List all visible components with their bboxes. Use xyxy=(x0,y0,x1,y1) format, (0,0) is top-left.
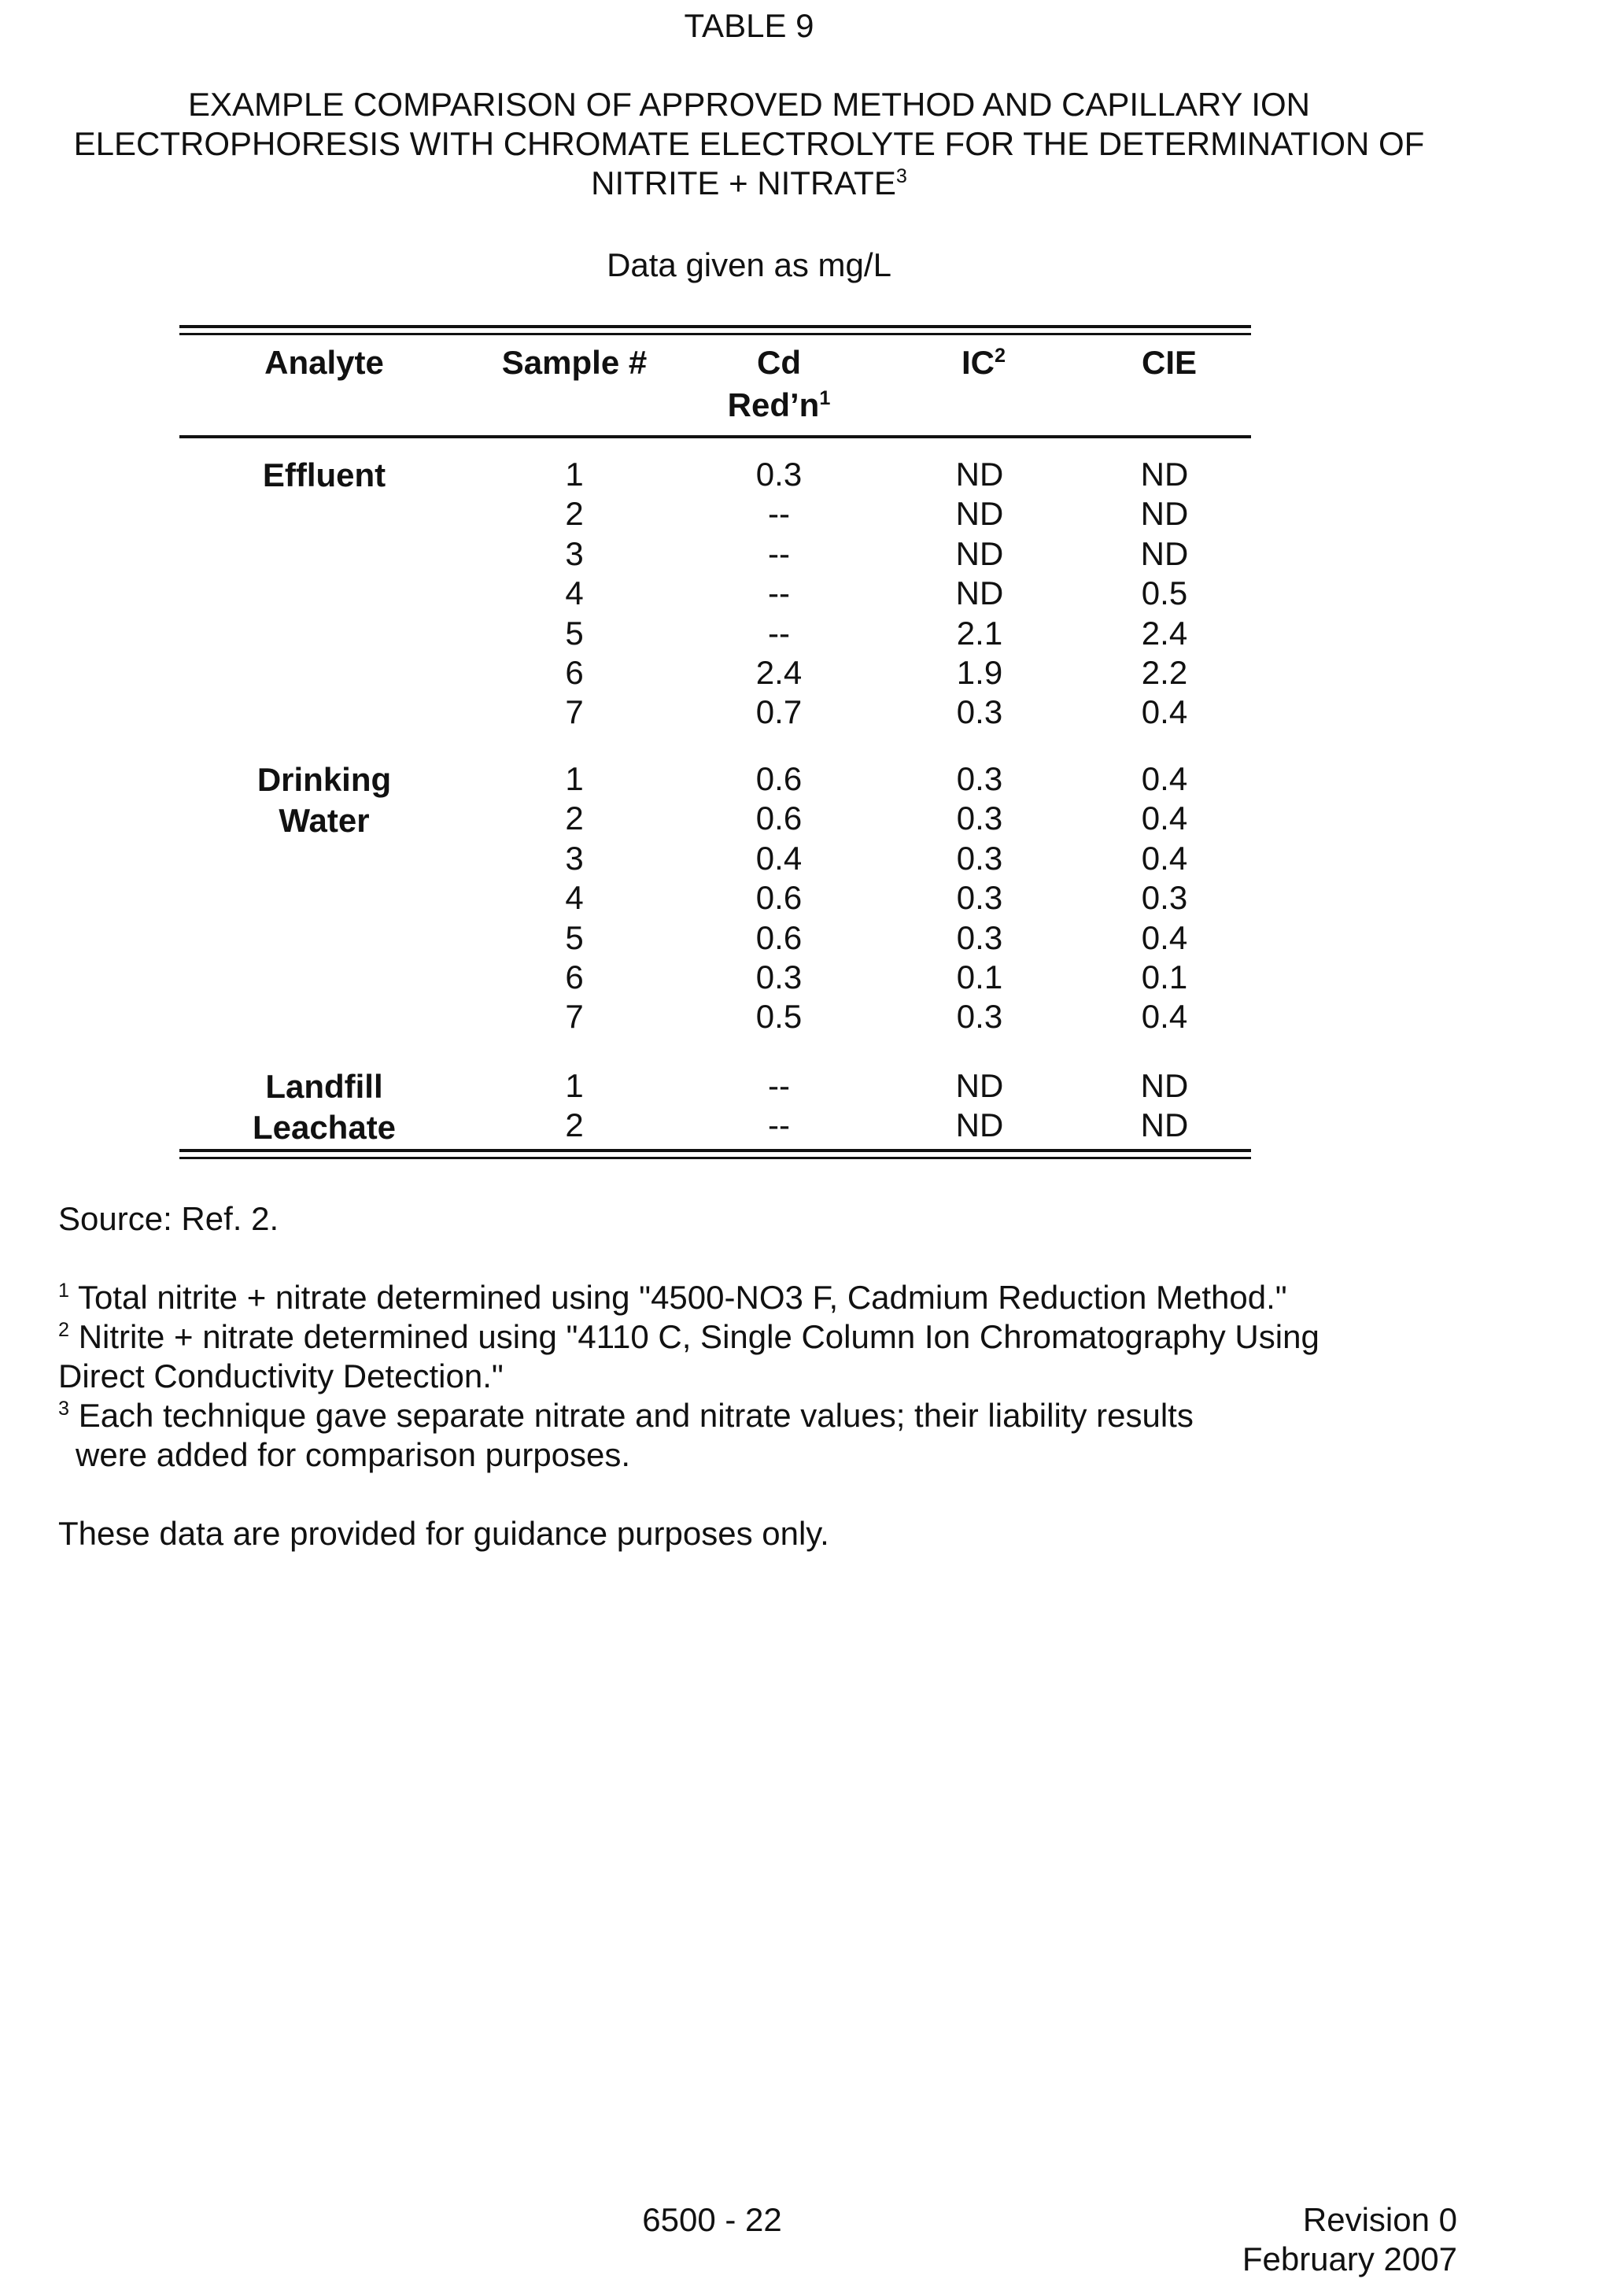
cell-sample: 7 xyxy=(565,693,584,731)
table-bottom-rule-2 xyxy=(179,1157,1251,1159)
cell-cie: 2.4 xyxy=(1141,614,1188,652)
group-label xyxy=(190,1066,458,1148)
cell-cd: 0.4 xyxy=(755,839,803,877)
header-ic-footnote-marker: 2 xyxy=(994,345,1006,367)
cell-cie: 0.4 xyxy=(1141,998,1188,1036)
footnote-3 xyxy=(58,1396,1194,1475)
source-note: Source: Ref. 2. xyxy=(58,1200,279,1237)
cell-cd: 0.6 xyxy=(755,760,803,797)
header-analyte: Analyte xyxy=(264,344,384,381)
group-label-line: Drinking xyxy=(257,761,392,798)
header-ic xyxy=(897,342,1070,384)
cell-sample: 2 xyxy=(565,800,584,837)
cell-ic: ND xyxy=(955,534,1004,572)
cell-ic: 0.3 xyxy=(956,879,1003,917)
revision-date: February 2007 xyxy=(1242,2240,1457,2277)
cell-cie: ND xyxy=(1140,456,1189,493)
cell-cie: 0.1 xyxy=(1141,959,1188,995)
title-line-1: EXAMPLE COMPARISON OF APPROVED METHOD AND CAPILLARY ION xyxy=(187,86,1310,123)
cell-cie: 0.3 xyxy=(1141,879,1188,917)
cell-cie: ND xyxy=(1140,1106,1189,1144)
cell-cie: 0.4 xyxy=(1141,693,1188,731)
footnote-2-line-1 xyxy=(58,1317,1320,1357)
cell-cd: 0.7 xyxy=(755,693,803,731)
cell-cd: -- xyxy=(768,1067,790,1104)
header-sample: Sample # xyxy=(501,344,648,381)
cell-ic: 0.3 xyxy=(956,918,1003,956)
cell-cd: 0.5 xyxy=(755,998,803,1036)
cell-ic: 0.3 xyxy=(956,800,1003,837)
cell-ic: 0.3 xyxy=(956,693,1003,731)
footnote-2-text-1: Nitrite + nitrate determined using "4110 C, Single Column Ion Chromatography Using xyxy=(78,1318,1320,1355)
cell-ic: ND xyxy=(955,1106,1004,1144)
cell-sample: 2 xyxy=(565,495,584,533)
footnote-2-marker: 2 xyxy=(58,1319,70,1341)
footnote-3-marker: 3 xyxy=(58,1398,70,1420)
table-label: TABLE 9 xyxy=(684,7,814,44)
header-cd-line2-text: Red’n xyxy=(727,386,820,423)
cell-ic: 0.3 xyxy=(956,839,1003,877)
cell-cd: -- xyxy=(768,1106,790,1144)
revision-block xyxy=(1242,2200,1457,2279)
cell-sample: 6 xyxy=(565,959,584,995)
cell-sample: 4 xyxy=(565,574,584,612)
footnote-1-line xyxy=(58,1278,1287,1317)
cell-cd: 0.6 xyxy=(755,918,803,956)
header-cd-footnote-marker: 1 xyxy=(819,387,831,409)
title-line-3-text: NITRITE + NITRATE xyxy=(591,164,896,201)
cell-ic: ND xyxy=(955,1067,1004,1104)
cell-cd: 0.3 xyxy=(755,959,803,995)
cell-cd: 0.6 xyxy=(755,800,803,837)
cell-cie: 0.5 xyxy=(1141,574,1188,612)
page-number: 6500 - 22 xyxy=(642,2201,782,2238)
cell-sample: 7 xyxy=(565,998,584,1036)
header-cd-line2 xyxy=(692,384,866,427)
cell-ic: ND xyxy=(955,456,1004,493)
footnote-1-marker: 1 xyxy=(58,1280,70,1302)
cell-cie: 0.4 xyxy=(1141,760,1188,797)
units-note: Data given as mg/L xyxy=(607,246,891,283)
cell-sample: 1 xyxy=(565,760,584,797)
footnote-1 xyxy=(58,1278,1287,1317)
cell-ic: 0.3 xyxy=(956,998,1003,1036)
cell-cd: -- xyxy=(768,534,790,572)
cell-sample: 5 xyxy=(565,614,584,652)
header-cd-redn xyxy=(692,342,866,427)
cell-cie: 2.2 xyxy=(1141,654,1188,691)
cell-sample: 3 xyxy=(565,839,584,877)
cell-cie: ND xyxy=(1140,534,1189,572)
group-label xyxy=(190,759,458,841)
guidance-note: These data are provided for guidance purposes only. xyxy=(58,1515,829,1552)
group-label xyxy=(190,455,458,496)
cell-cd: -- xyxy=(768,574,790,612)
cell-ic: 2.1 xyxy=(956,614,1003,652)
footnote-2-line-2: Direct Conductivity Detection." xyxy=(58,1357,504,1394)
header-ic-text: IC xyxy=(961,344,995,381)
cell-cie: 0.4 xyxy=(1141,800,1188,837)
cell-sample: 4 xyxy=(565,879,584,917)
table-bottom-rule-1 xyxy=(179,1149,1251,1152)
title-line-2: ELECTROPHORESIS WITH CHROMATE ELECTROLYTE FOR THE DETERMINATION OF xyxy=(73,125,1425,162)
cell-ic: 0.1 xyxy=(956,959,1003,995)
table-top-rule-2 xyxy=(179,333,1251,335)
footnote-3-line-2: were added for comparison purposes. xyxy=(76,1436,631,1473)
cell-cd: 2.4 xyxy=(755,654,803,691)
cell-cd: -- xyxy=(768,614,790,652)
cell-cie: ND xyxy=(1140,1067,1189,1104)
footnote-2 xyxy=(58,1317,1320,1396)
footnote-3-text-1: Each technique gave separate nitrate and nitrate values; their liability results xyxy=(78,1397,1194,1434)
cell-sample: 1 xyxy=(565,1067,584,1104)
title-line-3 xyxy=(0,164,1561,203)
cell-sample: 6 xyxy=(565,654,584,691)
cell-cd: 0.3 xyxy=(755,456,803,493)
footnote-3-line-1 xyxy=(58,1396,1194,1435)
cell-cie: ND xyxy=(1140,495,1189,533)
cell-cie: 0.4 xyxy=(1141,918,1188,956)
title-footnote-marker: 3 xyxy=(895,165,907,187)
table-header-rule xyxy=(179,435,1251,438)
group-label-line: Landfill xyxy=(265,1068,383,1105)
group-label-line: Leachate xyxy=(252,1109,397,1146)
cell-sample: 1 xyxy=(565,456,584,493)
cell-ic: 0.3 xyxy=(956,760,1003,797)
cell-sample: 2 xyxy=(565,1106,584,1144)
revision-label: Revision 0 xyxy=(1302,2201,1457,2238)
group-label-line: Effluent xyxy=(262,456,386,493)
header-cd-line1: Cd xyxy=(757,344,801,381)
cell-ic: ND xyxy=(955,495,1004,533)
cell-cd: -- xyxy=(768,495,790,533)
header-cie: CIE xyxy=(1141,344,1197,381)
cell-ic: 1.9 xyxy=(956,654,1003,691)
cell-cd: 0.6 xyxy=(755,879,803,917)
table-title xyxy=(0,85,1561,203)
table-top-rule-1 xyxy=(179,325,1251,328)
group-label-line: Water xyxy=(279,802,370,839)
footnote-1-text: Total nitrite + nitrate determined using "4500-NO3 F, Cadmium Reduction Method." xyxy=(77,1279,1287,1316)
cell-sample: 3 xyxy=(565,534,584,572)
cell-ic: ND xyxy=(955,574,1004,612)
cell-cie: 0.4 xyxy=(1141,839,1188,877)
cell-sample: 5 xyxy=(565,918,584,956)
